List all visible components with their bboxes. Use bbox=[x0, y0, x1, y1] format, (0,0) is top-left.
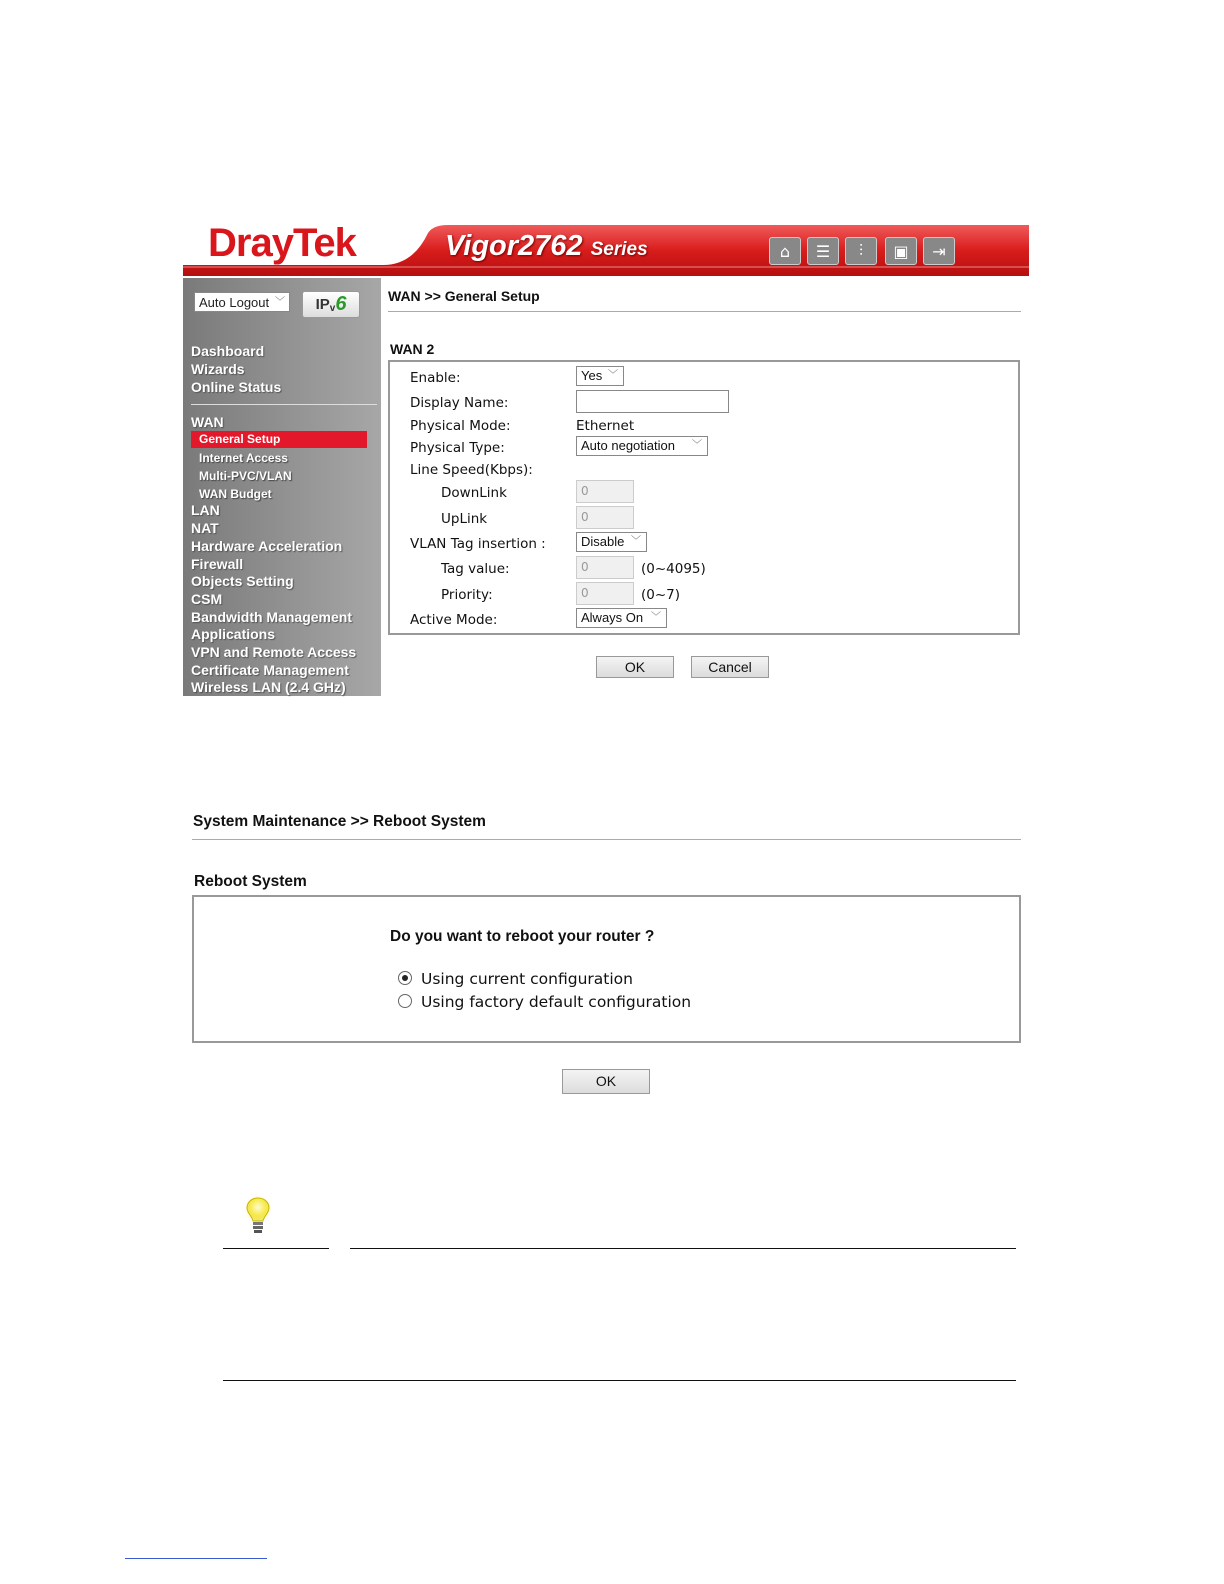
tag-value-label: Tag value: bbox=[441, 561, 510, 577]
sidebar-item-wireless-lan[interactable]: Wireless LAN (2.4 GHz) bbox=[191, 679, 346, 695]
physical-mode-value: Ethernet bbox=[576, 418, 635, 434]
lightbulb-icon bbox=[243, 1195, 273, 1237]
router-web-ui bbox=[183, 223, 1029, 696]
ok-button[interactable]: OK bbox=[596, 656, 674, 678]
physical-type-value: Auto negotiation bbox=[581, 438, 675, 453]
downlink-label: DownLink bbox=[441, 485, 507, 501]
header-banner bbox=[183, 223, 1029, 276]
sidebar-item-bandwidth-management[interactable]: Bandwidth Management bbox=[191, 609, 353, 625]
save-icon[interactable]: ▣ bbox=[885, 237, 917, 265]
sidebar-subitem-internet-access[interactable]: Internet Access bbox=[199, 451, 288, 465]
sidebar bbox=[183, 278, 381, 696]
sidebar-item-wan[interactable]: WAN bbox=[191, 414, 224, 430]
note-rule-right bbox=[350, 1248, 1016, 1249]
sidebar-item-wizards[interactable]: Wizards bbox=[191, 361, 245, 377]
sidebar-item-objects-setting[interactable]: Objects Setting bbox=[191, 573, 294, 589]
home-icon[interactable]: ⌂ bbox=[769, 237, 801, 265]
display-name-label: Display Name: bbox=[410, 395, 509, 411]
model-suffix: Series bbox=[590, 239, 648, 260]
ipv6-badge[interactable] bbox=[302, 291, 360, 318]
priority-input[interactable]: 0 bbox=[576, 582, 634, 605]
note-rule-left bbox=[223, 1248, 329, 1249]
chevron-down-icon: ﹀ bbox=[631, 536, 641, 547]
reboot-system-screen bbox=[192, 808, 1022, 1108]
logout-icon[interactable]: ⇥ bbox=[923, 237, 955, 265]
current-config-radio[interactable] bbox=[398, 971, 412, 985]
sliders-icon[interactable]: ⫶ bbox=[845, 237, 877, 265]
downlink-input[interactable]: 0 bbox=[576, 480, 634, 503]
physical-type-select[interactable] bbox=[576, 436, 708, 456]
ipv6-prefix: IP bbox=[315, 296, 330, 313]
breadcrumb: WAN >> General Setup bbox=[388, 288, 540, 304]
factory-default-label[interactable]: Using factory default configuration bbox=[421, 993, 692, 1011]
vlan-tag-label: VLAN Tag insertion : bbox=[410, 536, 546, 552]
sidebar-item-vpn-remote-access[interactable]: VPN and Remote Access bbox=[191, 644, 357, 660]
sidebar-item-online-status[interactable]: Online Status bbox=[191, 379, 282, 395]
reboot-ok-button[interactable]: OK bbox=[562, 1069, 650, 1094]
vlan-tag-value: Disable bbox=[581, 534, 625, 549]
sidebar-subitem-wan-budget[interactable]: WAN Budget bbox=[199, 487, 272, 501]
reboot-breadcrumb-divider bbox=[192, 839, 1021, 840]
section-title: WAN 2 bbox=[390, 341, 435, 357]
reboot-question: Do you want to reboot your router ? bbox=[390, 928, 655, 945]
physical-mode-label: Physical Mode: bbox=[410, 418, 511, 434]
active-mode-select[interactable] bbox=[576, 608, 667, 628]
note-rule-bottom bbox=[223, 1380, 1016, 1381]
sidebar-subitem-general-setup[interactable]: General Setup bbox=[191, 431, 367, 448]
enable-value: Yes bbox=[581, 368, 603, 383]
enable-label: Enable: bbox=[410, 370, 461, 386]
physical-type-label: Physical Type: bbox=[410, 440, 505, 456]
sidebar-subitem-multi-pvc-vlan[interactable]: Multi-PVC/VLAN bbox=[199, 469, 292, 483]
ipv6-v: v bbox=[329, 303, 336, 314]
chevron-down-icon: ﹀ bbox=[692, 440, 702, 451]
auto-logout-select[interactable] bbox=[194, 292, 290, 312]
model-name: Vigor2762 bbox=[445, 230, 583, 262]
draytek-logo[interactable]: DrayTek bbox=[208, 223, 356, 265]
active-mode-value: Always On bbox=[581, 610, 644, 625]
uplink-input[interactable]: 0 bbox=[576, 506, 634, 529]
sidebar-item-firewall[interactable]: Firewall bbox=[191, 556, 244, 572]
breadcrumb-divider bbox=[388, 311, 1021, 312]
uplink-label: UpLink bbox=[441, 511, 488, 527]
enable-select[interactable] bbox=[576, 366, 624, 386]
ipv6-number: 6 bbox=[335, 293, 347, 315]
sidebar-item-csm[interactable]: CSM bbox=[191, 591, 223, 607]
wan-settings-panel bbox=[388, 360, 1020, 635]
sidebar-item-certificate-management[interactable]: Certificate Management bbox=[191, 662, 349, 678]
cancel-button[interactable]: Cancel bbox=[691, 656, 769, 678]
tag-value-range: (0~4095) bbox=[641, 561, 706, 577]
chevron-down-icon: ﹀ bbox=[608, 370, 618, 381]
sidebar-item-lan[interactable]: LAN bbox=[191, 502, 220, 518]
display-name-input[interactable] bbox=[576, 390, 729, 413]
current-config-label[interactable]: Using current configuration bbox=[421, 970, 633, 988]
list-icon[interactable]: ☰ bbox=[807, 237, 839, 265]
auto-logout-value: Auto Logout bbox=[199, 295, 270, 310]
factory-default-radio[interactable] bbox=[398, 994, 412, 1008]
main-content bbox=[381, 278, 1029, 696]
reboot-options-panel bbox=[192, 895, 1021, 1043]
reboot-section-title: Reboot System bbox=[194, 873, 307, 890]
tag-value-input[interactable]: 0 bbox=[576, 556, 634, 579]
priority-range: (0~7) bbox=[641, 587, 681, 603]
chevron-down-icon: ﹀ bbox=[275, 297, 285, 308]
sidebar-item-nat[interactable]: NAT bbox=[191, 520, 219, 536]
vlan-tag-select[interactable] bbox=[576, 532, 647, 552]
sidebar-divider bbox=[191, 404, 377, 405]
sidebar-item-dashboard[interactable]: Dashboard bbox=[191, 343, 265, 359]
sidebar-item-hardware-acceleration[interactable]: Hardware Acceleration bbox=[191, 538, 343, 554]
chevron-down-icon: ﹀ bbox=[651, 612, 661, 623]
sidebar-item-applications[interactable]: Applications bbox=[191, 626, 276, 642]
model-title bbox=[445, 230, 648, 263]
reboot-breadcrumb: System Maintenance >> Reboot System bbox=[193, 813, 486, 830]
footnote-link-underline[interactable] bbox=[125, 1558, 267, 1559]
line-speed-label: Line Speed(Kbps): bbox=[410, 462, 533, 478]
priority-label: Priority: bbox=[441, 587, 493, 603]
active-mode-label: Active Mode: bbox=[410, 612, 498, 628]
